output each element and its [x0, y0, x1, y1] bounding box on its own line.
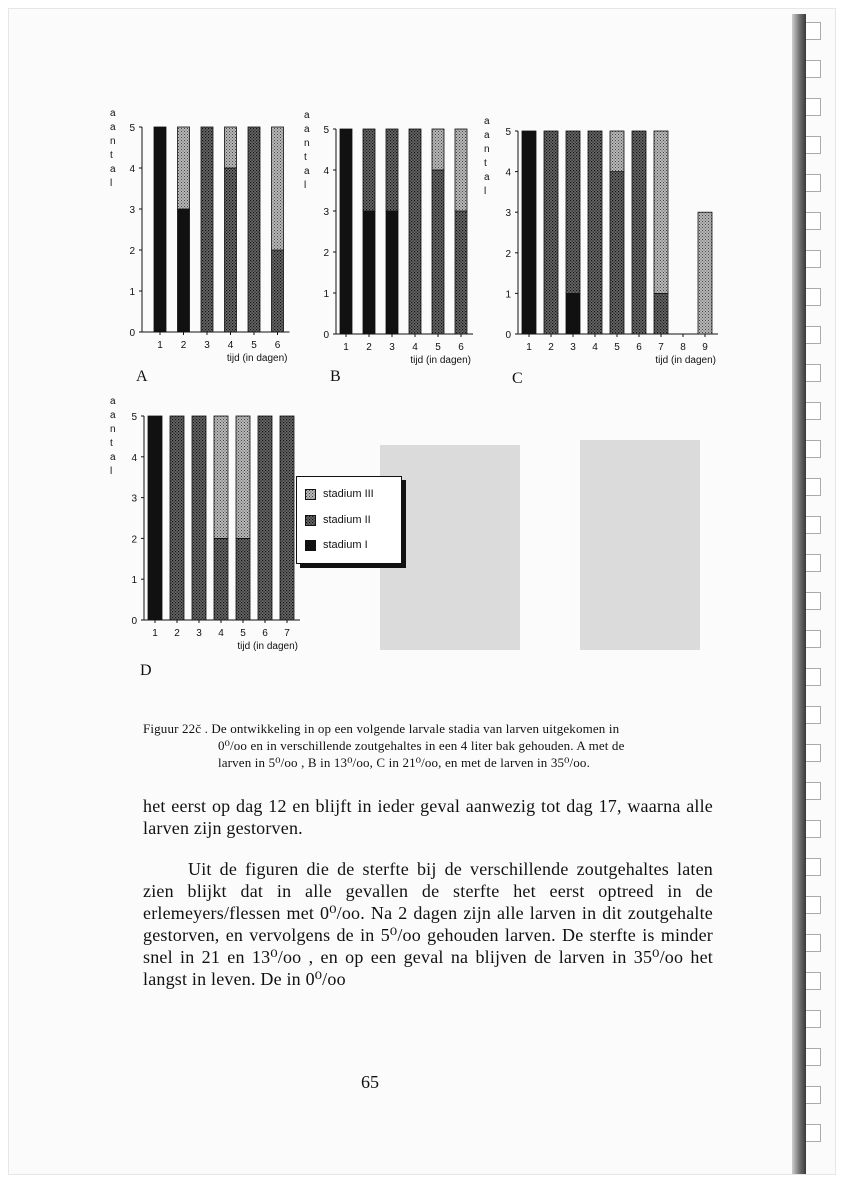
x-tick-label: 4	[218, 628, 224, 639]
binding-hole	[806, 1086, 821, 1104]
y-tick-label: 0	[129, 328, 135, 339]
binding-hole	[806, 668, 821, 686]
y-tick-label: 5	[131, 412, 137, 423]
y-axis-label-letter: n	[484, 144, 490, 155]
y-tick-label: 3	[129, 205, 135, 216]
x-tick-label: 9	[702, 342, 708, 353]
binding-hole	[806, 174, 821, 192]
y-axis-label-letter: t	[110, 150, 113, 161]
bar-segment-stadium-i	[566, 293, 580, 334]
binding-strip	[792, 14, 826, 1174]
bar-segment-stadium-i	[154, 127, 166, 332]
binding-hole	[806, 98, 821, 116]
bar-segment-stadium-ii	[610, 172, 624, 334]
y-axis-label-letter: a	[110, 122, 116, 133]
y-tick-label: 2	[505, 248, 511, 260]
legend-label: stadium III	[323, 488, 374, 500]
bar-segment-stadium-iii	[698, 212, 712, 334]
caption-line-2: 0⁰/oo en in verschillende zoutgehaltes in een 4 liter bak gehouden. A met de	[218, 738, 625, 753]
binding-hole	[806, 60, 821, 78]
binding-hole	[806, 706, 821, 724]
binding-hole	[806, 896, 821, 914]
binding-hole	[806, 820, 821, 838]
bar-segment-stadium-iii	[178, 127, 190, 209]
panel-letter-c: C	[512, 370, 523, 387]
bar-segment-stadium-i	[386, 211, 398, 334]
x-tick-label: 1	[343, 342, 349, 353]
y-tick-label: 0	[505, 330, 511, 341]
x-tick-label: 6	[636, 342, 642, 353]
x-tick-label: 5	[435, 342, 441, 353]
x-axis-title: tijd (in dagen)	[410, 355, 471, 366]
binding-hole	[806, 744, 821, 762]
x-tick-label: 5	[614, 342, 620, 353]
y-tick-label: 3	[505, 208, 511, 220]
bar-segment-stadium-ii	[386, 129, 398, 211]
bar-segment-stadium-ii	[280, 416, 294, 620]
y-axis-label-letter: n	[304, 138, 310, 149]
y-axis-label-letter: a	[304, 110, 310, 121]
chart-panel-d	[106, 398, 306, 660]
y-axis-label-letter: n	[110, 424, 116, 435]
bar-segment-stadium-ii	[201, 127, 213, 332]
bar-segment-stadium-ii	[248, 127, 260, 332]
bar-segment-stadium-i	[363, 211, 375, 334]
panel-letter-b: B	[330, 368, 341, 385]
bar-segment-stadium-ii	[258, 416, 272, 620]
y-tick-label: 5	[129, 123, 135, 134]
y-tick-label: 3	[131, 493, 137, 505]
stadium-iii-swatch	[305, 489, 316, 500]
binding-hole	[806, 592, 821, 610]
bar-segment-stadium-ii	[272, 250, 284, 332]
binding-hole	[806, 136, 821, 154]
bar-segment-stadium-ii	[588, 131, 602, 334]
bar-segment-stadium-ii	[236, 538, 250, 620]
x-tick-label: 1	[157, 340, 163, 351]
bar-segment-stadium-i	[522, 131, 536, 334]
bar-segment-stadium-ii	[432, 170, 444, 334]
y-axis-label-letter: l	[110, 466, 113, 477]
y-tick-label: 1	[323, 289, 329, 300]
y-tick-label: 4	[129, 164, 135, 175]
bar-segment-stadium-ii	[192, 416, 206, 620]
x-tick-label: 2	[548, 342, 554, 353]
bar-segment-stadium-i	[148, 416, 162, 620]
y-tick-label: 1	[131, 575, 137, 587]
binding-hole	[806, 858, 821, 876]
y-axis-label-letter: a	[110, 164, 116, 175]
binding-hole	[806, 402, 821, 420]
x-tick-label: 3	[389, 342, 395, 353]
x-tick-label: 4	[592, 342, 598, 353]
legend-label: stadium II	[323, 514, 371, 526]
binding-hole	[806, 22, 821, 40]
legend-item-stadium-i	[305, 538, 368, 552]
y-axis-label-letter: a	[484, 130, 490, 141]
bar-segment-stadium-iii	[225, 127, 237, 168]
y-axis-label-letter: l	[304, 180, 307, 191]
bar-segment-stadium-iii	[455, 129, 467, 211]
bar-segment-stadium-iii	[236, 416, 250, 538]
y-tick-label: 4	[505, 167, 511, 179]
binding-hole	[806, 478, 821, 496]
y-tick-label: 1	[505, 289, 511, 301]
y-axis-label-letter: n	[110, 136, 116, 147]
y-tick-label: 0	[323, 330, 329, 341]
binding-hole	[806, 364, 821, 382]
y-tick-label: 3	[323, 207, 329, 218]
y-axis-label-letter: l	[110, 178, 113, 189]
caption-line-3: larven in 5⁰/oo , B in 13⁰/oo, C in 21⁰/oo, en met de larven in 35⁰/oo.	[218, 755, 590, 770]
y-tick-label: 5	[505, 127, 511, 138]
legend-label: stadium I	[323, 539, 368, 551]
bar-segment-stadium-ii	[214, 538, 228, 620]
body-paragraph-2: Uit de figuren die de sterfte bij de verschillende zoutgehaltes laten zien blijkt dat in alle gevallen de sterfte het eerst optreed in de erlemeyers/flessen met 0⁰/oo. Na 2 dagen zijn alle larven in dit zoutgehalte gestorven, en vervolgens de in 5⁰/oo gehouden larven. De sterfte is minder snel in 21 en 13⁰/oo , en op een geval na blijven de larven in 35⁰/oo het langst in leven. De in 0⁰/oo	[143, 859, 713, 989]
binding-hole	[806, 554, 821, 572]
panel-letter-a: A	[136, 368, 148, 385]
y-tick-label: 2	[129, 246, 135, 257]
binding-hole	[806, 1010, 821, 1028]
x-tick-label: 5	[240, 628, 246, 639]
page-number: 65	[361, 1072, 379, 1092]
bar-segment-stadium-ii	[363, 129, 375, 211]
caption-line-1: Figuur 22č . De ontwikkeling in op een volgende larvale stadia van larven uitgekomen in	[143, 721, 620, 736]
binding-hole	[806, 440, 821, 458]
y-tick-label: 5	[323, 125, 329, 136]
y-tick-label: 1	[129, 287, 135, 298]
chart-panel-c	[480, 110, 740, 370]
y-axis-label-letter: t	[484, 158, 487, 169]
x-tick-label: 4	[227, 340, 234, 351]
y-tick-label: 2	[323, 248, 329, 259]
y-axis-label-letter: a	[110, 396, 116, 407]
binding-hole	[806, 1048, 821, 1066]
legend-item-stadium-iii	[305, 487, 374, 501]
x-tick-label: 1	[152, 628, 158, 639]
chart-panel-a	[106, 110, 306, 370]
x-tick-label: 7	[284, 628, 290, 639]
bar-segment-stadium-ii	[632, 131, 646, 334]
x-tick-label: 2	[174, 628, 180, 639]
x-tick-label: 6	[458, 342, 464, 353]
chart-legend	[296, 476, 402, 564]
bar-segment-stadium-i	[340, 129, 352, 334]
binding-hole	[806, 782, 821, 800]
x-tick-label: 2	[180, 340, 187, 351]
y-axis-label-letter: l	[484, 186, 487, 197]
y-axis-label-letter: a	[110, 108, 116, 119]
bar-segment-stadium-iii	[214, 416, 228, 538]
bar-segment-stadium-i	[178, 209, 190, 332]
figure-caption	[143, 720, 783, 771]
x-tick-label: 2	[366, 342, 372, 353]
y-axis-label-letter: a	[110, 452, 116, 463]
bar-segment-stadium-iii	[432, 129, 444, 170]
panel-letter-d: D	[140, 662, 152, 679]
bar-segment-stadium-ii	[544, 131, 558, 334]
binding-hole	[806, 1124, 821, 1142]
y-tick-label: 4	[323, 166, 329, 177]
x-tick-label: 5	[251, 340, 257, 351]
binding-hole	[806, 326, 821, 344]
x-tick-label: 7	[658, 342, 664, 353]
x-tick-label: 6	[274, 340, 281, 351]
x-tick-label: 8	[680, 342, 686, 353]
y-tick-label: 4	[131, 452, 137, 464]
x-tick-label: 6	[262, 628, 268, 639]
binding-shade	[792, 14, 806, 1174]
y-axis-label-letter: a	[484, 172, 490, 183]
y-axis-label-letter: a	[484, 116, 490, 127]
x-tick-label: 4	[412, 342, 418, 353]
bar-segment-stadium-iii	[654, 131, 668, 293]
x-tick-label: 3	[204, 340, 210, 351]
x-axis-title: tijd (in dagen)	[237, 641, 298, 652]
bar-segment-stadium-ii	[455, 211, 467, 334]
y-axis-label-letter: t	[304, 152, 307, 163]
x-tick-label: 1	[526, 342, 532, 353]
bar-segment-stadium-iii	[610, 131, 624, 172]
y-axis-label-letter: a	[304, 166, 310, 177]
y-axis-label-letter: a	[304, 124, 310, 135]
bar-segment-stadium-ii	[409, 129, 421, 334]
y-axis-label-letter: a	[110, 410, 116, 421]
stadium-i-swatch	[305, 540, 316, 551]
y-tick-label: 0	[131, 616, 137, 627]
binding-hole	[806, 934, 821, 952]
binding-hole	[806, 212, 821, 230]
binding-hole	[806, 630, 821, 648]
binding-hole	[806, 516, 821, 534]
binding-hole	[806, 250, 821, 268]
bar-segment-stadium-ii	[654, 293, 668, 334]
x-axis-title: tijd (in dagen)	[655, 355, 716, 366]
y-axis-label-letter: t	[110, 438, 113, 449]
bar-segment-stadium-ii	[225, 168, 237, 332]
bar-segment-stadium-ii	[566, 131, 580, 293]
y-tick-label: 2	[131, 534, 137, 546]
binding-hole	[806, 288, 821, 306]
x-axis-title: tijd (in dagen)	[226, 353, 288, 364]
legend-item-stadium-ii	[305, 513, 371, 527]
bar-segment-stadium-iii	[272, 127, 284, 250]
bar-segment-stadium-ii	[170, 416, 184, 620]
body-paragraph-1: het eerst op dag 12 en blijft in ieder geval aanwezig tot dag 17, waarna alle larven zijn gestorven.	[143, 796, 713, 838]
chart-panel-b	[300, 110, 480, 370]
binding-hole	[806, 972, 821, 990]
x-tick-label: 3	[196, 628, 202, 639]
stadium-ii-swatch	[305, 515, 316, 526]
x-tick-label: 3	[570, 342, 576, 353]
